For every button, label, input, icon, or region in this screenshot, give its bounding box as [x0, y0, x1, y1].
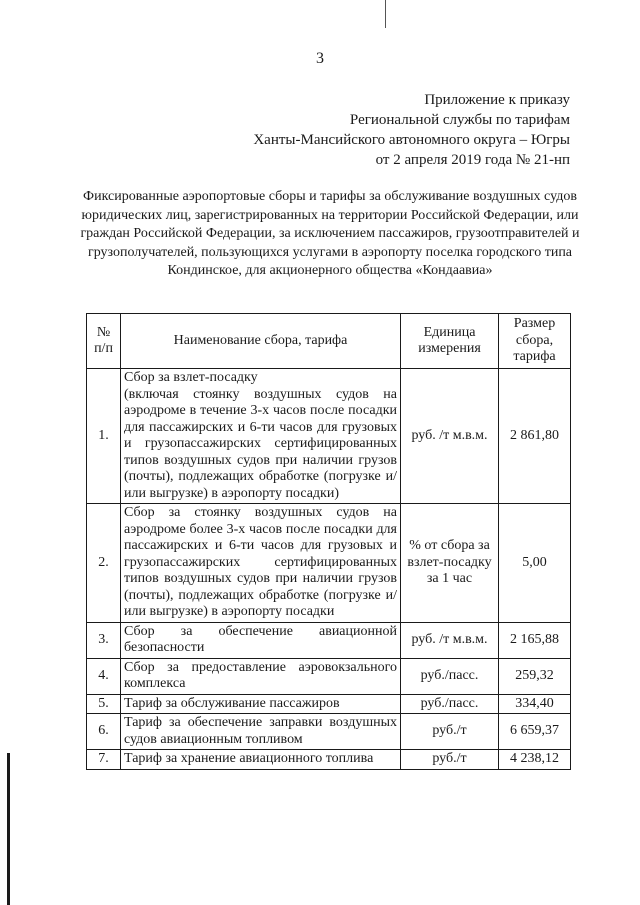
row-value: 4 238,12: [499, 750, 571, 770]
row-name-title: Сбор за обеспечение авиационной безопасности: [124, 623, 397, 655]
header-num: № п/п: [87, 314, 121, 369]
row-name-title: Сбор за взлет-посадку: [124, 370, 258, 385]
row-num: 2.: [87, 504, 121, 623]
appendix-line-2: Региональной службы по тарифам: [349, 112, 570, 128]
table-row: [87, 369, 571, 504]
row-name: [121, 369, 401, 504]
row-name: [121, 504, 401, 623]
row-unit: % от сбора за взлет-посадку за 1 час: [401, 504, 499, 623]
appendix-line-1: Приложение к приказу: [424, 92, 570, 108]
table-row: [87, 622, 571, 658]
row-unit: руб. /т м.в.м.: [401, 622, 499, 658]
row-name-title: Сбор за стоянку воздушных судов на аэродроме более 3-х часов после посадки для пассажирских и 6-ти часов для грузовых и грузопассажирских сертифицированных типов воздушных судов при наличии грузов (почты), подлежащих обработке (погрузке и/или выгрузке) в аэропорту посадки: [124, 505, 397, 619]
row-name: [121, 622, 401, 658]
row-num: 6.: [87, 714, 121, 750]
tariffs-table: [86, 313, 571, 770]
appendix-line-4: от 2 апреля 2019 года № 21-нп: [375, 152, 570, 168]
row-name-title: Тариф за обслуживание пассажиров: [124, 695, 340, 711]
row-num: 3.: [87, 622, 121, 658]
table-row: [87, 750, 571, 770]
row-unit: руб. /т м.в.м.: [401, 369, 499, 504]
page-number: 3: [316, 50, 324, 67]
header-name: Наименование сбора, тарифа: [121, 314, 401, 369]
row-value: 2 861,80: [499, 369, 571, 504]
row-name: [121, 694, 401, 714]
row-num: 7.: [87, 750, 121, 770]
scan-margin-line: [7, 753, 10, 905]
row-value: 334,40: [499, 694, 571, 714]
table-row: [87, 694, 571, 714]
table-row: [87, 504, 571, 623]
row-unit: руб./пасс.: [401, 694, 499, 714]
row-name: [121, 750, 401, 770]
appendix-line-3: Ханты-Мансийского автономного округа – Югры: [253, 132, 570, 148]
header-unit: Единица измерения: [401, 314, 499, 369]
table-row: [87, 658, 571, 694]
row-value: 5,00: [499, 504, 571, 623]
row-num: 5.: [87, 694, 121, 714]
row-name-title: Тариф за хранение авиационного топлива: [124, 751, 374, 766]
scan-artifact-line: [385, 0, 386, 28]
row-unit: руб./т: [401, 714, 499, 750]
row-unit: руб./пасс.: [401, 658, 499, 694]
row-name: [121, 658, 401, 694]
row-num: 1.: [87, 369, 121, 504]
row-unit: руб./т: [401, 750, 499, 770]
document-title: Фиксированные аэропортовые сборы и тарифы за обслуживание воздушных судов юридических лиц, зарегистрированных на территории Российской Федерации, или граждан Российской Федерации, за исключением пассажиров, грузоотправителей и грузополучателей, пользующихся услугами в аэропорту поселка городского типа Кондинское, для акционерного общества «Кондаавиа»: [80, 189, 580, 278]
row-name: [121, 714, 401, 750]
table-row: [87, 714, 571, 750]
row-num: 4.: [87, 658, 121, 694]
row-value: 2 165,88: [499, 622, 571, 658]
row-name-title: Тариф за обеспечение заправки воздушных судов авиационным топливом: [124, 715, 397, 747]
header-value: Размер сбора, тарифа: [499, 314, 571, 369]
appendix-header: [253, 90, 570, 170]
row-name-title: Сбор за предоставление аэровокзального комплекса: [124, 659, 397, 691]
row-value: 259,32: [499, 658, 571, 694]
table-header-row: [87, 314, 571, 369]
row-value: 6 659,37: [499, 714, 571, 750]
row-name-detail: (включая стоянку воздушных судов на аэродроме в течение 3-х часов после посадки для пассажирских и 6-ти часов для грузовых и грузопассажирских сертифицированных типов воздушных судов при наличии грузов (почты), подлежащих обработке (погрузке и/или выгрузке) в аэропорту посадки): [124, 386, 397, 501]
